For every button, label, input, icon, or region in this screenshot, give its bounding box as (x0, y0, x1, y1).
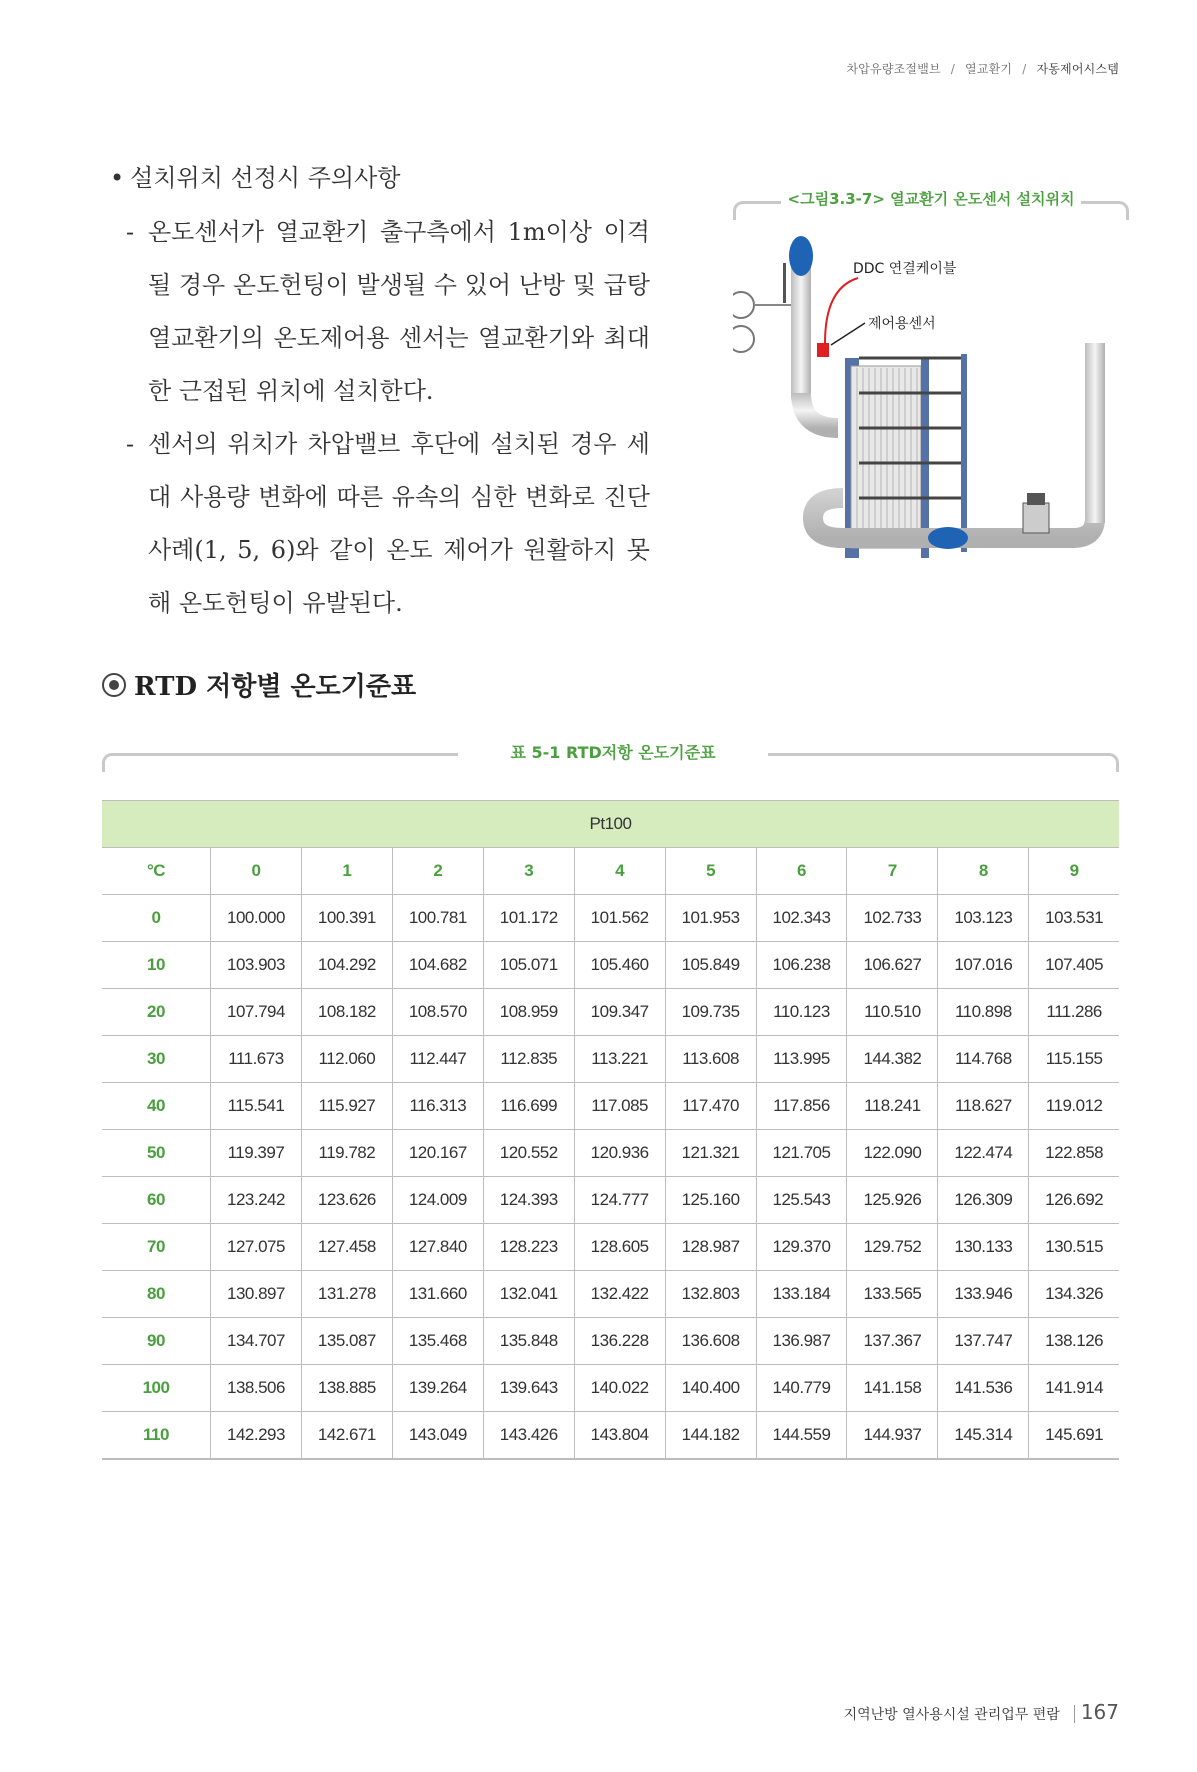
resistance-cell: 108.959 (483, 989, 574, 1036)
resistance-cell: 139.264 (392, 1365, 483, 1412)
resistance-cell: 116.313 (392, 1083, 483, 1130)
bullet-heading: • 설치위치 선정시 주의사항 (110, 164, 401, 192)
column-header: °C (102, 848, 211, 895)
pressure-gauge (733, 292, 754, 318)
column-header: 7 (847, 848, 938, 895)
row-header-temperature: 90 (102, 1318, 211, 1365)
resistance-cell: 137.747 (938, 1318, 1029, 1365)
dash-icon: - (126, 218, 135, 246)
resistance-cell: 128.605 (574, 1224, 665, 1271)
control-sensor (817, 343, 829, 357)
resistance-cell: 113.995 (756, 1036, 847, 1083)
resistance-cell: 126.309 (938, 1177, 1029, 1224)
resistance-cell: 108.570 (392, 989, 483, 1036)
resistance-cell: 135.087 (301, 1318, 392, 1365)
resistance-cell: 128.223 (483, 1224, 574, 1271)
resistance-cell: 112.835 (483, 1036, 574, 1083)
resistance-cell: 105.071 (483, 942, 574, 989)
resistance-cell: 123.242 (211, 1177, 302, 1224)
footer-title: 지역난방 열사용시설 관리업무 편람 (843, 1707, 1060, 1723)
resistance-cell: 118.627 (938, 1083, 1029, 1130)
resistance-cell: 139.643 (483, 1365, 574, 1412)
resistance-cell: 143.426 (483, 1412, 574, 1460)
column-header: 2 (392, 848, 483, 895)
resistance-cell: 125.926 (847, 1177, 938, 1224)
resistance-cell: 125.543 (756, 1177, 847, 1224)
table-caption: 표 5-1 RTD저항 온도기준표 (458, 740, 768, 763)
resistance-cell: 138.506 (211, 1365, 302, 1412)
resistance-cell: 110.123 (756, 989, 847, 1036)
resistance-cell: 126.692 (1029, 1177, 1119, 1224)
row-header-temperature: 50 (102, 1130, 211, 1177)
resistance-cell: 144.382 (847, 1036, 938, 1083)
resistance-cell: 131.278 (301, 1271, 392, 1318)
resistance-cell: 107.405 (1029, 942, 1119, 989)
resistance-cell: 105.460 (574, 942, 665, 989)
table-row (102, 1224, 1119, 1271)
resistance-cell: 105.849 (665, 942, 756, 989)
resistance-cell: 125.160 (665, 1177, 756, 1224)
resistance-cell: 127.075 (211, 1224, 302, 1271)
table-row (102, 1365, 1119, 1412)
resistance-cell: 110.510 (847, 989, 938, 1036)
resistance-cell: 107.794 (211, 989, 302, 1036)
resistance-cell: 137.367 (847, 1318, 938, 1365)
resistance-cell: 106.238 (756, 942, 847, 989)
page-number: 167 (1080, 1700, 1119, 1724)
resistance-cell: 100.391 (301, 895, 392, 942)
resistance-cell: 103.123 (938, 895, 1029, 942)
resistance-cell: 111.673 (211, 1036, 302, 1083)
resistance-cell: 136.987 (756, 1318, 847, 1365)
table-header-row (102, 848, 1119, 895)
table-row (102, 895, 1119, 942)
resistance-cell: 127.840 (392, 1224, 483, 1271)
resistance-cell: 130.133 (938, 1224, 1029, 1271)
table-row (102, 1130, 1119, 1177)
resistance-cell: 117.085 (574, 1083, 665, 1130)
row-header-temperature: 70 (102, 1224, 211, 1271)
row-header-temperature: 30 (102, 1036, 211, 1083)
table-row (102, 1318, 1119, 1365)
resistance-cell: 119.782 (301, 1130, 392, 1177)
resistance-cell: 141.158 (847, 1365, 938, 1412)
resistance-cell: 130.897 (211, 1271, 302, 1318)
resistance-cell: 123.626 (301, 1177, 392, 1224)
breadcrumb-item-current: 자동제어시스템 (1036, 62, 1119, 76)
table-top-header: Pt100 (102, 801, 1119, 848)
resistance-cell: 119.012 (1029, 1083, 1119, 1130)
rtd-table (102, 800, 1119, 1460)
resistance-cell: 143.049 (392, 1412, 483, 1460)
column-header: 8 (938, 848, 1029, 895)
circulation-pump (1023, 503, 1049, 533)
resistance-cell: 108.182 (301, 989, 392, 1036)
table-row (102, 1036, 1119, 1083)
resistance-cell: 120.552 (483, 1130, 574, 1177)
row-header-temperature: 100 (102, 1365, 211, 1412)
resistance-cell: 129.752 (847, 1224, 938, 1271)
resistance-cell: 141.914 (1029, 1365, 1119, 1412)
resistance-cell: 133.565 (847, 1271, 938, 1318)
resistance-cell: 133.946 (938, 1271, 1029, 1318)
table-row (102, 1271, 1119, 1318)
resistance-cell: 130.515 (1029, 1224, 1119, 1271)
resistance-cell: 138.126 (1029, 1318, 1119, 1365)
expansion-tank (789, 236, 813, 276)
row-header-temperature: 0 (102, 895, 211, 942)
resistance-cell: 141.536 (938, 1365, 1029, 1412)
bottom-valve (928, 527, 968, 549)
resistance-cell: 128.987 (665, 1224, 756, 1271)
table-row (102, 942, 1119, 989)
resistance-cell: 113.608 (665, 1036, 756, 1083)
heat-exchanger-diagram (733, 188, 1127, 628)
resistance-cell: 107.016 (938, 942, 1029, 989)
resistance-cell: 131.660 (392, 1271, 483, 1318)
bullet-icon: • (110, 164, 125, 192)
resistance-cell: 117.470 (665, 1083, 756, 1130)
table-row (102, 1083, 1119, 1130)
body-text (110, 160, 650, 630)
footer-divider (1074, 1705, 1075, 1723)
row-header-temperature: 40 (102, 1083, 211, 1130)
table-row (102, 1412, 1119, 1460)
resistance-cell: 144.182 (665, 1412, 756, 1460)
row-header-temperature: 10 (102, 942, 211, 989)
resistance-cell: 135.468 (392, 1318, 483, 1365)
resistance-cell: 122.474 (938, 1130, 1029, 1177)
resistance-cell: 132.041 (483, 1271, 574, 1318)
label-ddc-cable: DDC 연결케이블 (853, 261, 957, 277)
resistance-cell: 135.848 (483, 1318, 574, 1365)
resistance-cell: 110.898 (938, 989, 1029, 1036)
resistance-cell: 132.803 (665, 1271, 756, 1318)
resistance-cell: 104.682 (392, 942, 483, 989)
resistance-cell: 132.422 (574, 1271, 665, 1318)
row-header-temperature: 110 (102, 1412, 211, 1460)
resistance-cell: 142.293 (211, 1412, 302, 1460)
target-bullet-icon (102, 673, 126, 697)
label-control-sensor: 제어용센서 (868, 316, 936, 332)
breadcrumb-item: 열교환기 (965, 62, 1013, 76)
resistance-cell: 124.393 (483, 1177, 574, 1224)
resistance-cell: 100.781 (392, 895, 483, 942)
resistance-cell: 142.671 (301, 1412, 392, 1460)
resistance-cell: 127.458 (301, 1224, 392, 1271)
resistance-cell: 134.326 (1029, 1271, 1119, 1318)
resistance-cell: 144.559 (756, 1412, 847, 1460)
resistance-cell: 114.768 (938, 1036, 1029, 1083)
column-header: 4 (574, 848, 665, 895)
resistance-cell: 112.060 (301, 1036, 392, 1083)
resistance-cell: 144.937 (847, 1412, 938, 1460)
column-header: 5 (665, 848, 756, 895)
column-header: 9 (1029, 848, 1119, 895)
resistance-cell: 134.707 (211, 1318, 302, 1365)
resistance-cell: 111.286 (1029, 989, 1119, 1036)
resistance-cell: 133.184 (756, 1271, 847, 1318)
resistance-cell: 140.779 (756, 1365, 847, 1412)
resistance-cell: 117.856 (756, 1083, 847, 1130)
table-row (102, 989, 1119, 1036)
resistance-cell: 145.314 (938, 1412, 1029, 1460)
resistance-cell: 102.343 (756, 895, 847, 942)
resistance-cell: 100.000 (211, 895, 302, 942)
column-header: 1 (301, 848, 392, 895)
resistance-cell: 124.777 (574, 1177, 665, 1224)
resistance-cell: 106.627 (847, 942, 938, 989)
resistance-cell: 101.172 (483, 895, 574, 942)
resistance-cell: 129.370 (756, 1224, 847, 1271)
ddc-cable (825, 278, 858, 343)
resistance-cell: 122.090 (847, 1130, 938, 1177)
resistance-cell: 103.531 (1029, 895, 1119, 942)
resistance-cell: 115.155 (1029, 1036, 1119, 1083)
page-footer (844, 1700, 1119, 1724)
breadcrumb-item: 차압유량조절밸브 (846, 62, 941, 76)
resistance-cell: 140.022 (574, 1365, 665, 1412)
note-item: - 온도센서가 열교환기 출구측에서 1m이상 이격될 경우 온도헌팅이 발생될 수 있어 난방 및 급탕 열교환기의 온도제어용 센서는 열교환기와 최대한 근접된 위치에 설치한다. (110, 206, 650, 418)
table-row (102, 1177, 1119, 1224)
resistance-cell: 136.228 (574, 1318, 665, 1365)
note-item: - 센서의 위치가 차압밸브 후단에 설치된 경우 세대 사용량 변화에 따른 유속의 심한 변화로 진단사례(1, 5, 6)와 같이 온도 제어가 원활하지 못해 온도헌팅이 유발된다. (110, 418, 650, 630)
sensor-location-figure (733, 188, 1127, 628)
resistance-cell: 104.292 (301, 942, 392, 989)
resistance-cell: 138.885 (301, 1365, 392, 1412)
dash-icon: - (126, 430, 135, 458)
section-title: RTD 저항별 온도기준표 (102, 666, 416, 703)
column-header: 6 (756, 848, 847, 895)
resistance-cell: 140.400 (665, 1365, 756, 1412)
resistance-cell: 115.927 (301, 1083, 392, 1130)
column-header: 3 (483, 848, 574, 895)
resistance-cell: 143.804 (574, 1412, 665, 1460)
resistance-cell: 121.705 (756, 1130, 847, 1177)
resistance-cell: 112.447 (392, 1036, 483, 1083)
pressure-gauge (733, 326, 754, 352)
resistance-cell: 101.953 (665, 895, 756, 942)
resistance-cell: 103.903 (211, 942, 302, 989)
row-header-temperature: 20 (102, 989, 211, 1036)
table-body (102, 895, 1119, 1460)
resistance-cell: 102.733 (847, 895, 938, 942)
resistance-cell: 119.397 (211, 1130, 302, 1177)
breadcrumb: 차압유량조절밸브 / 열교환기 / 자동제어시스템 (846, 62, 1119, 76)
row-header-temperature: 60 (102, 1177, 211, 1224)
resistance-cell: 109.347 (574, 989, 665, 1036)
resistance-cell: 118.241 (847, 1083, 938, 1130)
resistance-cell: 136.608 (665, 1318, 756, 1365)
resistance-cell: 116.699 (483, 1083, 574, 1130)
table-caption-block (102, 740, 1119, 780)
resistance-cell: 122.858 (1029, 1130, 1119, 1177)
resistance-cell: 121.321 (665, 1130, 756, 1177)
resistance-cell: 115.541 (211, 1083, 302, 1130)
row-header-temperature: 80 (102, 1271, 211, 1318)
resistance-cell: 124.009 (392, 1177, 483, 1224)
resistance-cell: 109.735 (665, 989, 756, 1036)
resistance-cell: 113.221 (574, 1036, 665, 1083)
resistance-cell: 101.562 (574, 895, 665, 942)
column-header: 0 (211, 848, 302, 895)
resistance-cell: 120.936 (574, 1130, 665, 1177)
figure-caption: <그림3.3-7> 열교환기 온도센서 설치위치 (781, 188, 1081, 209)
resistance-cell: 120.167 (392, 1130, 483, 1177)
resistance-cell: 145.691 (1029, 1412, 1119, 1460)
